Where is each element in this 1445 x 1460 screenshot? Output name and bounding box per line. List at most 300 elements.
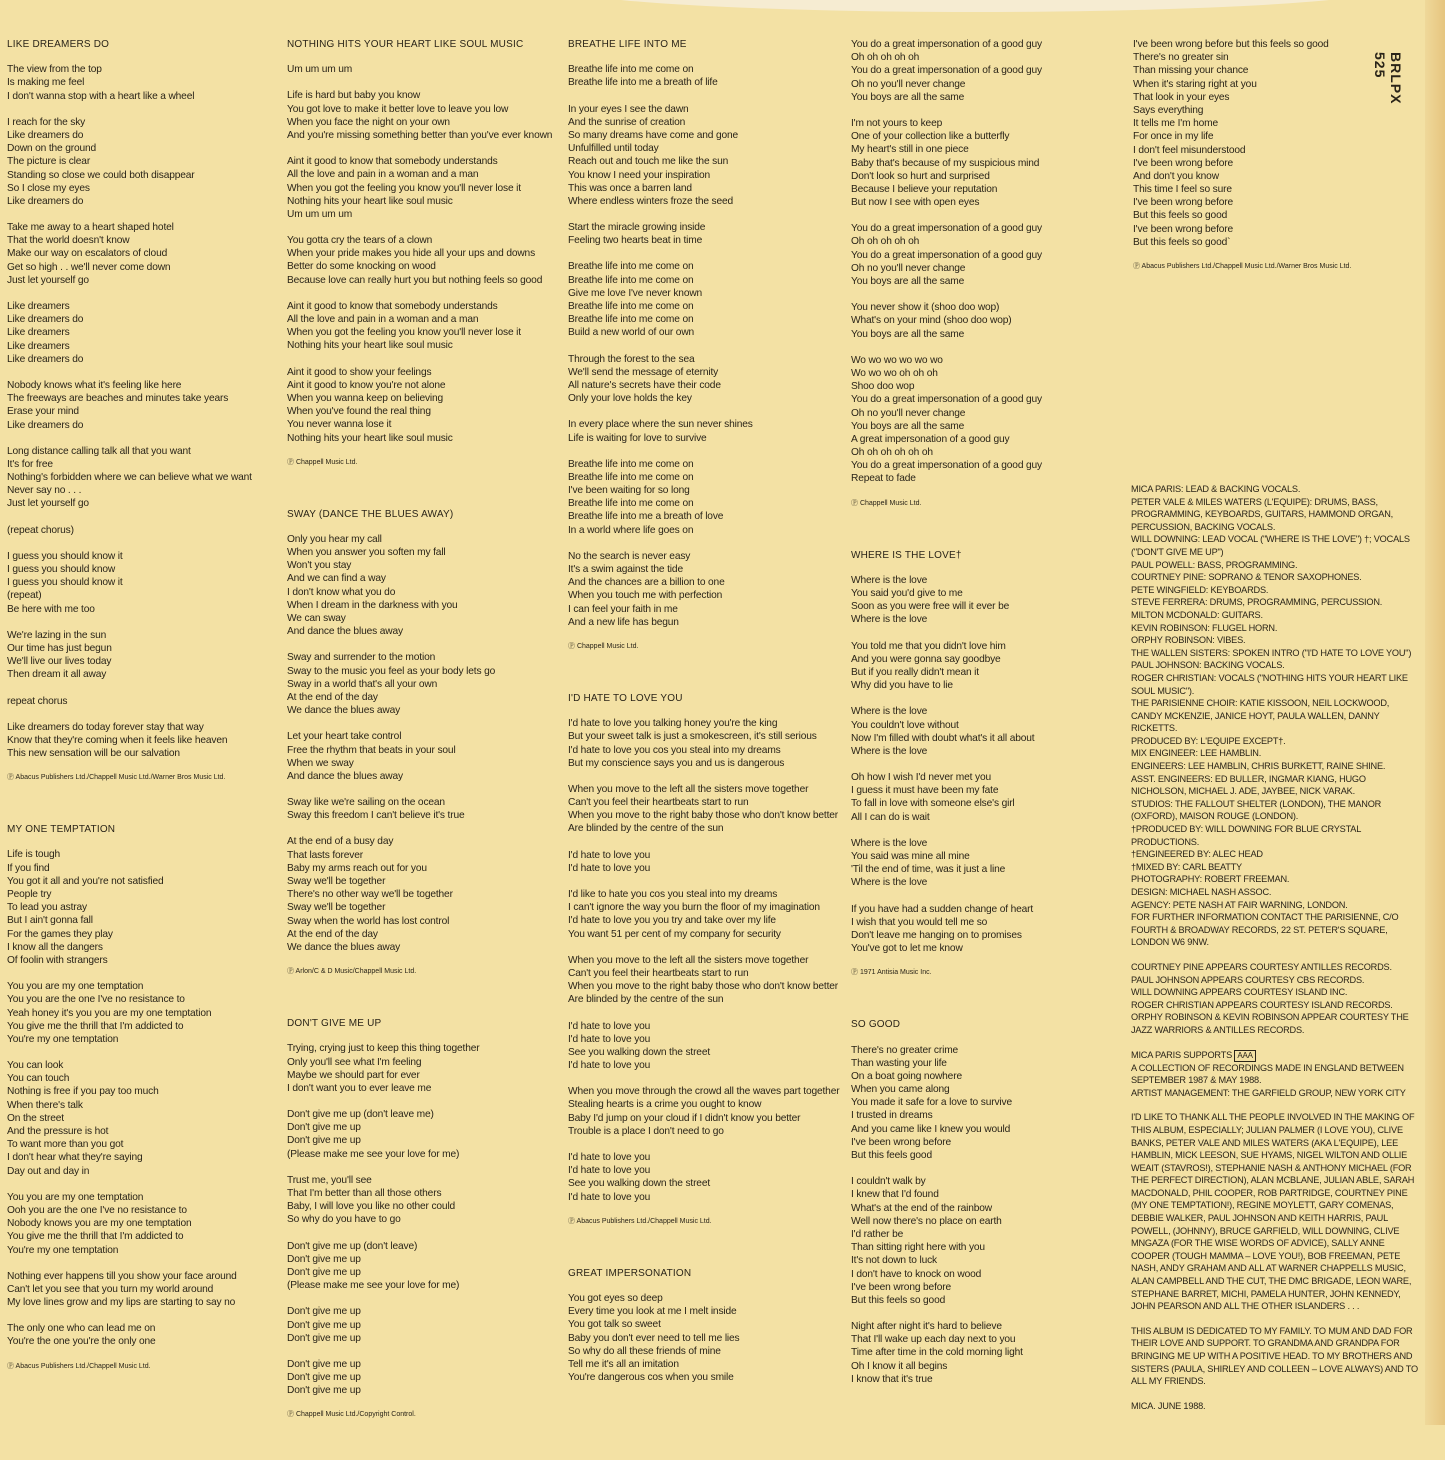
lyric-line: Take me away to a heart shaped hotel — [7, 222, 174, 234]
lyric-line: But my conscience says you and us is dangerous — [568, 757, 785, 769]
lyric-line: I'd hate to love you — [568, 862, 651, 874]
lyric-stanza — [7, 445, 252, 511]
credit-line: FOR FURTHER INFORMATION CONTACT THE PARISIENNE, C/O FOURTH & BROADWAY RECORDS, 22 ST. PETER'S SQUARE, LONDON W6 9NW. — [1131, 912, 1399, 948]
lyric-line: But if you really didn't mean it — [851, 666, 979, 678]
lyric-stanza — [287, 1240, 552, 1293]
lyric-line: In your eyes I see the dawn — [568, 103, 689, 115]
lyric-line: Never say no . . . — [7, 485, 82, 497]
lyric-line: There's no greater sin — [1133, 52, 1229, 64]
lyric-stanza — [568, 1151, 839, 1204]
lyric-line: I know that it's true — [851, 1373, 933, 1385]
lyric-line: Oh no you'll never change — [851, 78, 966, 90]
lyric-stanza — [7, 221, 252, 287]
lyric-line: Nothing's forbidden where we can believe what we want — [7, 472, 252, 484]
lyric-stanza — [568, 221, 839, 247]
lyric-line: Sway this freedom I can't believe it's true — [287, 810, 465, 822]
lyric-line: I don't have to knock on wood — [851, 1268, 982, 1280]
lyric-line: But this feels so good — [1133, 210, 1228, 222]
lyric-line: And don't you know — [1133, 170, 1219, 182]
lyric-stanza — [287, 1305, 552, 1345]
lyric-line: I've been waiting for so long — [568, 485, 690, 497]
credit-line: ROGER CHRISTIAN: VOCALS ("NOTHING HITS YOUR HEART LIKE SOUL MUSIC"). — [1131, 672, 1408, 696]
lyric-line: Trying, crying just to keep this thing together — [287, 1043, 480, 1055]
song-title: SWAY (DANCE THE BLUES AWAY) — [287, 508, 454, 520]
lyric-line: If you find — [7, 862, 50, 874]
lyric-line: This was once a barren land — [568, 182, 692, 194]
lyric-line: I'd hate to love you — [568, 1033, 651, 1045]
lyric-line: Be here with me too — [7, 603, 95, 615]
lyric-line: Like dreamers — [7, 340, 70, 352]
credit-line: WILL DOWNING APPEARS COURTESY ISLAND INC. — [1131, 987, 1348, 998]
lyric-stanza — [568, 849, 839, 875]
lyric-line: You're the one you're the only one — [7, 1336, 156, 1348]
lyric-line: Our time has just begun — [7, 642, 112, 654]
lyric-stanza — [287, 234, 552, 287]
lyric-line: Build a new world of our own — [568, 327, 695, 339]
lyric-line: Nobody knows what it's feeling like here — [7, 379, 182, 391]
lyric-stanza — [851, 222, 1042, 288]
lyric-stanza — [851, 640, 1042, 693]
lyric-line: Baby, I will love you like no other could — [287, 1201, 456, 1213]
lyric-line: I guess you should know it — [7, 577, 123, 589]
credit-line: ROGER CHRISTIAN APPEARS COURTESY ISLAND RECORDS. — [1131, 999, 1393, 1010]
lyric-line: Breathe life into me come on — [568, 458, 694, 470]
lyric-line: Aint it good to know you're not alone — [287, 379, 446, 391]
lyric-line: Oh oh oh oh oh — [851, 52, 920, 64]
lyric-line: I guess it must have been my fate — [851, 785, 999, 797]
lyric-line: Why did you have to lie — [851, 680, 953, 692]
lyric-line: You got eyes so deep — [568, 1292, 663, 1304]
lyric-stanza — [7, 300, 252, 366]
lyric-line: Breathe life into me come on — [568, 274, 694, 286]
lyric-line: We can sway — [287, 613, 346, 625]
lyric-line: Aint it good to know that somebody understands — [287, 156, 498, 168]
lyric-line: Where is the love — [851, 877, 928, 889]
sleeve-notch — [555, 0, 1395, 12]
credits-gap — [1131, 1313, 1421, 1325]
lyric-line: Oh I know it all begins — [851, 1360, 948, 1372]
lyric-line: Free the rhythm that beats in your soul — [287, 744, 456, 756]
lyric-line: You do a great impersonation of a good guy — [851, 394, 1042, 406]
lyric-line: And the chances are a billion to one — [568, 577, 725, 589]
lyric-line: You you are the one I've no resistance to — [7, 994, 185, 1006]
lyric-line: I guess you should know — [7, 564, 116, 576]
lyric-line: Where endless winters froze the seed — [568, 195, 734, 207]
lyric-line: Breathe life into me come on — [568, 471, 694, 483]
lyric-line: This new sensation will be our salvation — [7, 748, 180, 760]
lyric-line: All nature's secrets have their code — [568, 379, 721, 391]
lyric-line: You do a great impersonation of a good guy — [851, 223, 1042, 235]
lyrics-column-5 — [1133, 38, 1351, 312]
lyric-line: Don't give me up — [287, 1385, 361, 1397]
lyric-stanza — [568, 353, 839, 406]
lyric-line: The only one who can lead me on — [7, 1323, 156, 1335]
lyric-line: When you got the feeling you know you'll never lose it — [287, 182, 521, 194]
lyric-stanza — [287, 155, 552, 221]
lyric-stanza — [568, 717, 839, 770]
lyric-line: See you walking down the street — [568, 1046, 711, 1058]
lyric-line: Like dreamers do — [7, 129, 84, 141]
lyric-line: I've been wrong before — [851, 1281, 952, 1293]
lyric-line: You got it all and you're not satisfied — [7, 875, 164, 887]
lyric-line: Trouble is a place I don't need to go — [568, 1125, 724, 1137]
lyric-stanza — [287, 89, 552, 142]
lyric-line: It's a swim against the tide — [568, 564, 683, 576]
lyric-line: You said was mine all mine — [851, 851, 970, 863]
lyric-line: Don't give me up — [287, 1253, 361, 1265]
lyric-stanza — [851, 837, 1042, 890]
lyric-line: When you touch me with perfection — [568, 590, 723, 602]
lyric-line: I'd hate to love you talking honey you're the king — [568, 718, 778, 730]
lyric-line: In every place where the sun never shines — [568, 419, 753, 431]
lyric-line: When you move to the left all the sisters move together — [568, 954, 809, 966]
lyric-line: At the end of the day — [287, 928, 378, 940]
lyric-line: You do a great impersonation of a good guy — [851, 65, 1042, 77]
lyric-line: Make our way on escalators of cloud — [7, 248, 168, 260]
lyric-stanza — [287, 1358, 552, 1398]
lyric-line: When you move to the right baby those who don't know better — [568, 981, 839, 993]
lyric-line: Get so high . . we'll never come down — [7, 261, 171, 273]
lyric-stanza — [7, 980, 252, 1046]
lyric-stanza — [7, 1191, 252, 1257]
lyric-line: You you are my one temptation — [7, 981, 144, 993]
lyric-stanza — [851, 1320, 1042, 1386]
lyric-line: But this feels good — [851, 1150, 932, 1162]
song-title: BREATHE LIFE INTO ME — [568, 39, 687, 50]
lyric-line: Wo wo wo oh oh oh — [851, 367, 938, 379]
lyric-line: You boys are all the same — [851, 276, 965, 287]
lyric-line: There's no greater crime — [851, 1044, 959, 1056]
lyric-stanza — [851, 38, 1042, 104]
lyric-line: Breathe life into me come on — [568, 64, 694, 76]
lyric-stanza — [287, 796, 552, 822]
lyric-line: Where is the love — [851, 837, 928, 849]
lyric-line: You do a great impersonation of a good guy — [851, 460, 1042, 472]
lyric-line: Says everything — [1133, 104, 1204, 116]
lyric-line: Breathe life into me come on — [568, 301, 694, 313]
lyric-line: You told me that you didn't love him — [851, 640, 1006, 652]
lyric-stanza — [851, 903, 1042, 956]
lyric-line: We'll send the message of eternity — [568, 366, 719, 378]
lyric-line: Baby that's because of my suspicious mind — [851, 157, 1040, 169]
lyric-line: Sway we'll be together — [287, 902, 386, 914]
lyric-line: Are blinded by the centre of the sun — [568, 994, 724, 1006]
lyric-stanza — [7, 550, 252, 616]
lyric-line: I'd hate to love you — [568, 1020, 651, 1032]
credit-line: ORPHY ROBINSON: VIBES. — [1131, 635, 1246, 646]
lyric-stanza — [568, 783, 839, 836]
lyric-stanza — [287, 533, 552, 639]
lyric-line: Standing so close we could both disappear — [7, 169, 195, 181]
lyric-stanza — [851, 574, 1042, 627]
lyric-line: That the world doesn't know — [7, 235, 130, 247]
lyric-line: When you move through the crowd all the waves part together — [568, 1086, 840, 1098]
lyric-line: Oh oh oh oh oh — [851, 236, 920, 248]
lyric-line: I'd hate to love you — [568, 1165, 651, 1177]
song-title: GREAT IMPERSONATION — [568, 1267, 692, 1279]
lyric-line: Of foolin with strangers — [7, 954, 108, 966]
lyric-line: When your pride makes you hide all your ups and downs — [287, 248, 536, 260]
lyric-line: You made it safe for a love to survive — [851, 1097, 1012, 1109]
lyric-line: When you got the feeling you know you'll never lose it — [287, 327, 521, 339]
lyric-line: You got talk so sweet — [568, 1319, 661, 1331]
lyric-line: Life is hard but baby you know — [287, 90, 421, 102]
lyric-line: Through the forest to the sea — [568, 353, 695, 365]
lyric-line: You couldn't love without — [851, 719, 959, 731]
lyric-line: You never show it (shoo doo wop) — [851, 302, 1000, 314]
lyric-line: You know I need your inspiration — [568, 169, 711, 181]
credit-line: MICA PARIS SUPPORTS AAA — [1131, 1049, 1421, 1062]
lyric-line: I'm not yours to keep — [851, 117, 943, 129]
lyric-stanza — [7, 629, 252, 682]
lyric-line: When I dream in the darkness with you — [287, 599, 458, 611]
lyric-line: Oh oh oh oh oh oh — [851, 447, 933, 459]
lyric-line: Shoo doo wop — [851, 381, 915, 393]
credit-line: THIS ALBUM IS DEDICATED TO MY FAMILY. TO MUM AND DAD FOR THEIR LOVE AND SUPPORT. TO GRANDMA AND GRANDPA FOR BRINGING ME UP WITH A POSITIVE HEAD. TO MY BROTHERS AND SISTERS (PAULA, SHIRLEY AND COLLEEN – LOVE ALWAYS) AND TO ALL MY FRIENDS. — [1131, 1325, 1418, 1387]
lyric-line: We'll live our lives today — [7, 656, 112, 668]
lyric-line: (Please make me see your love for me) — [287, 1148, 460, 1160]
song-title: SO GOOD — [851, 1019, 901, 1031]
lyric-line: I don't know what you do — [287, 586, 396, 598]
lyric-line: Nothing hits your heart like soul music — [287, 340, 453, 352]
lyric-line: Don't give me up (don't leave me) — [287, 1109, 434, 1121]
lyric-stanza — [568, 1020, 839, 1073]
lyric-stanza — [568, 63, 839, 89]
lyric-line: Breathe life into me a breath of life — [568, 77, 718, 89]
lyric-line: Sway like we're sailing on the ocean — [287, 797, 445, 809]
lyric-stanza — [851, 354, 1042, 486]
lyric-line: One of your collection like a butterfly — [851, 131, 1010, 143]
lyric-line: It's for free — [7, 458, 53, 470]
lyric-line: All I can do is wait — [851, 811, 930, 823]
lyric-line: Nothing hits your heart like soul music — [287, 195, 453, 207]
lyric-line: Sway we'll be together — [287, 876, 386, 888]
lyric-line: Give me love I've never known — [568, 287, 703, 299]
lyric-line: Maybe we should part for ever — [287, 1069, 420, 1081]
lyric-line: People try — [7, 889, 52, 901]
credits-gap — [1131, 1037, 1421, 1049]
lyric-line: Only you hear my call — [287, 533, 382, 545]
lyric-line: When you move to the right baby those who don't know better — [568, 810, 839, 822]
lyric-line: Don't give me up (don't leave) — [287, 1240, 418, 1252]
lyric-line: Time after time in the cold morning light — [851, 1347, 1023, 1359]
lyric-line: See you walking down the street — [568, 1178, 711, 1190]
lyric-stanza — [851, 301, 1042, 341]
lyric-line: All the love and pain in a woman and a man — [287, 169, 479, 181]
lyric-line: The freeways are beaches and minutes take years — [7, 393, 229, 405]
lyric-line: Won't you stay — [287, 560, 352, 572]
copyright-notice: Ⓟ Chappell Music Ltd. — [568, 642, 639, 650]
credit-line: THE WALLEN SISTERS: SPOKEN INTRO ("I'D HATE TO LOVE YOU") — [1131, 647, 1412, 658]
lyric-line: To want more than you got — [7, 1139, 124, 1151]
lyric-line: Breathe life into me come on — [568, 498, 694, 510]
lyric-line: Well now there's no place on earth — [851, 1215, 1002, 1227]
lyric-line: And we can find a way — [287, 573, 386, 585]
lyric-line: But I ain't gonna fall — [7, 915, 93, 927]
lyric-line: I'd like to hate you cos you steal into my dreams — [568, 889, 778, 901]
credit-line: I'D LIKE TO THANK ALL THE PEOPLE INVOLVED IN THE MAKING OF THIS ALBUM, ESPECIALLY; JULIAN PALMER (I LOVE YOU), CLIVE BANKS, PETER VALE AND MILES WATERS (AKA L'EQUIPE), LEE HAMBLIN, MICK LEESON, SUE HYAMS, NIGEL WILTON AND OLLIE WEAIT (STAVROS!), STEPHANIE NASH & ANTHONY MICHAEL (FOR THE PERFECT DIRECTION), ALAN MCBLANE, JULIAN ABLE, SARAH MACDONALD, PHIL COOPER, ROB PARTRIDGE, COURTNEY PINE (MY ONE TEMPTATION!), REGINE MOYLETT, GARY COMENAS, DEBBIE WALKER, PAUL JOHNSON AND KEITH HARRIS, PAUL POWELL, (JOHNNY), BRUCE GARFIELD, WILL DOWNING, CLIVE MNGAZA (FOR THE WISE WORDS OF ADVICE), SALLY ANNE COOPER (TOUGH MAMMA – LOVE YOU!), BOB FREEMAN, PETE NASH, ANDY GRAHAM AND ALL AT WARNER CHAPPELLS MUSIC, ALAN CAMPBELL AND THE CUT, THE DMC BRIGADE, LEON WARE, STEPHANE BARRET, MICHI, PAMELA HUNTER, JOHN KENNEDY, JOHN PEARSON AND ALL THE OTHER ISLANDERS . . . — [1131, 1112, 1415, 1312]
lyric-line: Because I believe your reputation — [851, 183, 998, 195]
lyric-line: When you face the night on your own — [287, 116, 450, 128]
lyric-line: Only your love holds the key — [568, 393, 692, 405]
lyric-line: We dance the blues away — [287, 705, 401, 717]
lyric-line: Like dreamers do — [7, 353, 84, 365]
lyric-line: I'd hate to love you — [568, 849, 651, 861]
copyright-notice: Ⓟ Abacus Publishers Ltd./Chappell Music Ltd./Warner Bros Music Ltd. — [7, 774, 226, 782]
lyric-line: Down on the ground — [7, 143, 97, 155]
lyric-line: Only you'll see what I'm feeling — [287, 1056, 422, 1068]
lyric-line: Baby my arms reach out for you — [287, 862, 427, 874]
lyric-line: All the love and pain in a woman and a man — [287, 314, 479, 326]
lyric-line: At the end of a busy day — [287, 836, 394, 848]
lyric-line: But this feels so good` — [1133, 236, 1231, 248]
lyric-line: At the end of the day — [287, 691, 378, 703]
credits-gap — [1131, 1388, 1421, 1400]
lyric-line: Reach out and touch me like the sun — [568, 156, 729, 168]
lyric-line: Than wasting your life — [851, 1057, 947, 1069]
lyric-line: You can touch — [7, 1073, 70, 1085]
lyric-line: You can look — [7, 1060, 64, 1072]
lyric-line: I couldn't walk by — [851, 1176, 926, 1188]
song-title: WHERE IS THE LOVE† — [851, 549, 962, 561]
lyrics-column-4 — [851, 38, 1042, 1399]
copyright-notice: Ⓟ Chappell Music Ltd. — [851, 499, 922, 507]
lyric-line: Sway to the music you feel as your body lets go — [287, 665, 496, 677]
credit-line: AGENCY: PETE NASH AT FAIR WARNING, LONDON. — [1131, 899, 1348, 910]
lyric-stanza — [287, 1174, 552, 1227]
lyric-line: You're my one temptation — [7, 1244, 119, 1256]
lyrics-column-2 — [287, 38, 552, 1460]
lyric-line: You said you'd give to me — [851, 588, 963, 600]
lyric-line: Better do some knocking on wood — [287, 261, 436, 273]
lyric-line: Um um um um — [287, 64, 353, 76]
credits-gap — [1131, 1099, 1421, 1111]
lyric-stanza — [287, 651, 552, 717]
lyric-stanza — [287, 1042, 552, 1095]
lyrics-column-3 — [568, 38, 839, 1397]
lyric-stanza — [287, 366, 552, 445]
lyric-line: For once in my life — [1133, 131, 1214, 143]
lyric-line: Can't let you see that you turn my world around — [7, 1283, 214, 1295]
lyric-line: I'd hate to love you cos you steal into my dreams — [568, 744, 781, 756]
lyric-line: Don't look so hurt and surprised — [851, 170, 990, 182]
lyric-line: Breathe life into me a breath of love — [568, 511, 724, 523]
lyric-stanza — [568, 260, 839, 339]
song-title: LIKE DREAMERS DO — [7, 39, 110, 50]
copyright-notice: Ⓟ Abacus Publishers Ltd./Chappell Music Ltd. — [568, 1217, 712, 1225]
lyric-line: You you are my one temptation — [7, 1191, 144, 1203]
lyric-line: Like dreamers — [7, 327, 70, 339]
credit-line: ENGINEERS: LEE HAMBLIN, CHRIS BURKETT, RAINE SHINE. — [1131, 761, 1386, 772]
lyric-line: Baby you don't ever need to tell me lies — [568, 1332, 740, 1344]
lyric-stanza — [568, 1292, 839, 1384]
lyric-line: It tells me I'm home — [1133, 118, 1218, 130]
lyric-stanza — [7, 1059, 252, 1178]
lyric-line: Don't give me up — [287, 1266, 361, 1278]
credit-line: MICA. JUNE 1988. — [1131, 1400, 1206, 1411]
lyric-stanza — [7, 63, 252, 103]
lyric-line: Um um um um — [287, 208, 353, 220]
lyric-stanza — [7, 116, 252, 208]
lyric-stanza — [568, 103, 839, 209]
lyric-line: What's at the end of the rainbow — [851, 1202, 992, 1214]
lyric-line: You've got to let me know — [851, 943, 963, 955]
lyric-stanza — [7, 1322, 252, 1348]
lyric-stanza — [7, 721, 252, 761]
lyric-line: Don't give me up — [287, 1306, 361, 1318]
lyric-line: Is making me feel — [7, 77, 85, 89]
lyric-line: Can't you feel their heartbeats start to run — [568, 967, 749, 979]
lyric-line: Don't give me up — [287, 1135, 361, 1147]
lyric-line: To lead you astray — [7, 902, 87, 914]
lyric-line: Where is the love — [851, 574, 928, 586]
lyric-line: And the pressure is hot — [7, 1126, 109, 1138]
lyric-line: I'd hate to love you you try and take over my life — [568, 915, 776, 927]
lyric-stanza — [7, 1270, 252, 1310]
lyric-line: (repeat) — [7, 590, 42, 602]
lyric-line: Don't give me up — [287, 1332, 361, 1344]
lyric-stanza — [851, 117, 1042, 209]
lyric-line: Feeling two hearts beat in time — [568, 235, 703, 247]
lyric-line: Ooh you are the one I've no resistance to — [7, 1204, 187, 1216]
lyric-stanza — [287, 1108, 552, 1161]
lyric-line: You never wanna lose it — [287, 419, 392, 431]
lyric-line: There's no other way we'll be together — [287, 889, 453, 901]
lyric-line: And dance the blues away — [287, 770, 403, 782]
lyric-line: And you're missing something better than you've ever known — [287, 129, 553, 141]
lyric-stanza — [287, 835, 552, 954]
lyric-line: The picture is clear — [7, 156, 91, 168]
lyric-line: Stealing hearts is a crime you ought to know — [568, 1099, 762, 1111]
lyric-line: (Please make me see your love for me) — [287, 1280, 460, 1292]
copyright-notice: Ⓟ Abacus Publishers Ltd./Chappell Music Ltd./Warner Bros Music Ltd. — [1133, 263, 1352, 270]
lyric-line: Like dreamers do — [7, 314, 84, 326]
lyric-line: That I'm better than all those others — [287, 1188, 442, 1200]
lyric-line: For the games they play — [7, 928, 113, 940]
lyric-line: And the sunrise of creation — [568, 116, 686, 128]
credit-line: MILTON MCDONALD: GUITARS. — [1131, 609, 1263, 620]
lyric-line: Can't you feel their heartbeats start to run — [568, 797, 749, 809]
lyric-line: The view from the top — [7, 64, 102, 76]
lyric-stanza — [851, 1044, 1042, 1163]
lyric-line: When it's staring right at you — [1133, 78, 1257, 90]
lyric-line: When we sway — [287, 757, 354, 769]
lyric-line: Sway and surrender to the motion — [287, 652, 436, 664]
lyric-line: So I close my eyes — [7, 182, 90, 194]
lyric-line: I've been wrong before — [1133, 223, 1234, 235]
lyric-line: Just let yourself go — [7, 498, 89, 510]
lyric-line: On a boat going nowhere — [851, 1070, 962, 1082]
lyric-line: I'd rather be — [851, 1228, 904, 1240]
credit-line: A COLLECTION OF RECORDINGS MADE IN ENGLAND BETWEEN SEPTEMBER 1987 & MAY 1988. — [1131, 1062, 1404, 1086]
lyric-line: So many dreams have come and gone — [568, 129, 739, 141]
lyric-line: This time I feel so sure — [1133, 184, 1232, 196]
lyric-stanza — [568, 888, 839, 941]
lyric-line: Because love can really hurt you but nothing feels so good — [287, 274, 543, 286]
lyric-line: You're my one temptation — [7, 1033, 119, 1045]
lyric-line: If you have had a sudden change of heart — [851, 903, 1034, 915]
credit-line: DESIGN: MICHAEL NASH ASSOC. — [1131, 887, 1272, 897]
copyright-notice: Ⓟ Chappell Music Ltd. — [287, 458, 358, 466]
credit-line: PAUL POWELL: BASS, PROGRAMMING. — [1131, 559, 1298, 570]
lyric-line: No the search is never easy — [568, 550, 691, 562]
lyric-line: Like dreamers do — [7, 419, 84, 431]
lyric-line: Now I'm filled with doubt what's it all about — [851, 732, 1035, 744]
lyric-stanza — [568, 458, 839, 537]
lyric-line: My heart's still in one piece — [851, 144, 969, 156]
lyric-line: Long distance calling talk all that you want — [7, 445, 191, 457]
lyric-line: Breathe life into me come on — [568, 314, 694, 326]
